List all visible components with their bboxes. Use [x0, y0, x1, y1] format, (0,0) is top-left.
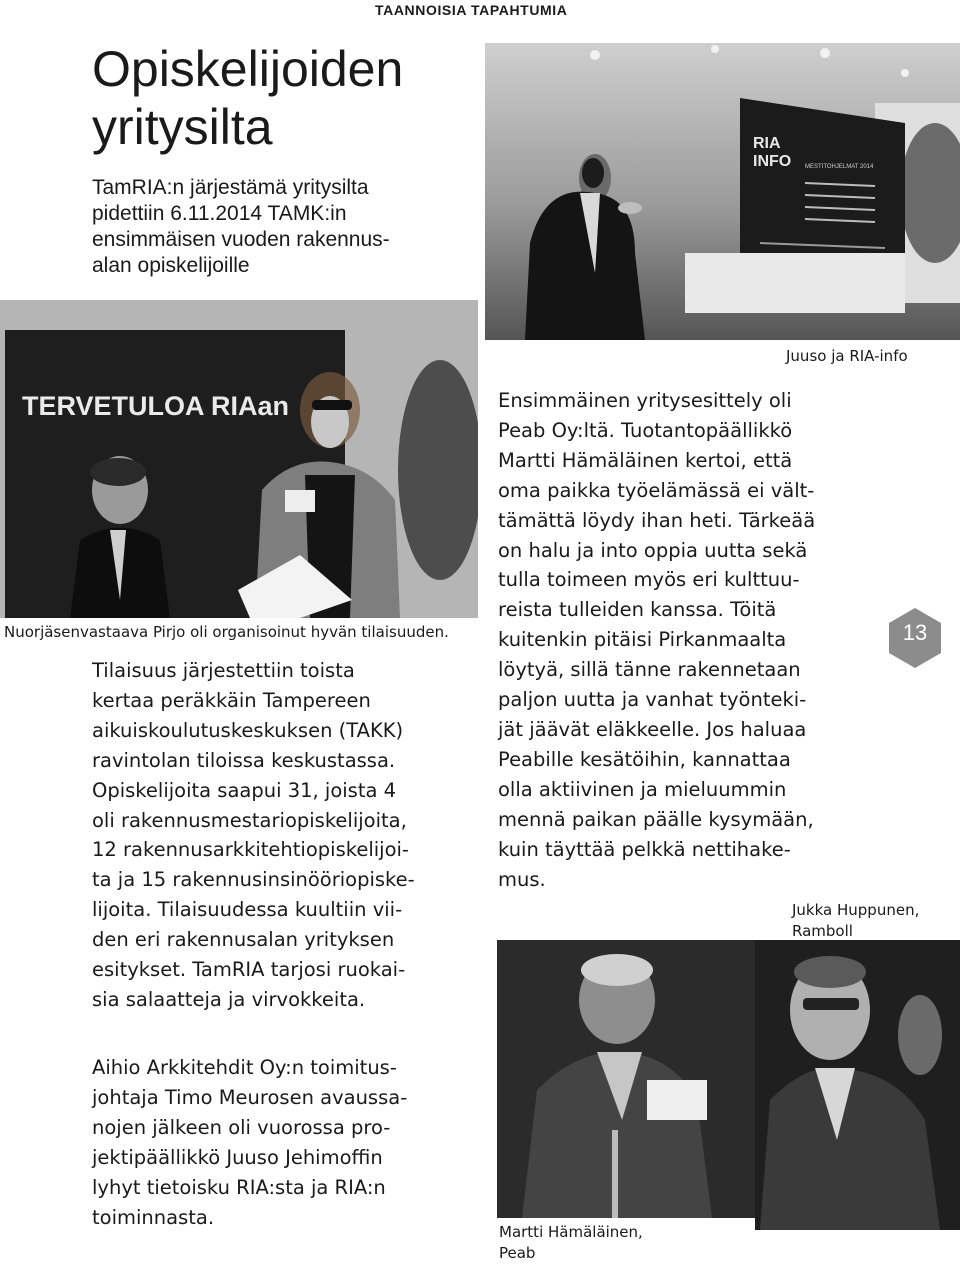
caption-line: Jukka Huppunen,	[792, 901, 920, 919]
screen-text: INFO	[753, 153, 792, 170]
caption-martti	[499, 1222, 643, 1264]
body-line: sia salaatteja ja virvokkeita.	[92, 987, 366, 1011]
body-line: den eri rakennusalan yrityksen	[92, 928, 395, 952]
lead-line: TamRIA:n järjestämä yritysilta	[92, 176, 369, 199]
body-line: jektipäällikkö Juuso Jehimoffin	[92, 1145, 383, 1169]
article-title	[92, 40, 492, 156]
body-line: tulla toimeen myös eri kulttuu-	[498, 568, 800, 592]
body-line: lyhyt tietoisku RIA:sta ja RIA:n	[92, 1175, 386, 1199]
photo-juuso-presenting	[485, 43, 960, 340]
lead-line: pidettiin 6.11.2014 TAMK:in	[92, 202, 347, 225]
photo-pirjo-illustration	[0, 300, 478, 618]
caption-line: Martti Hämäläinen,	[499, 1223, 643, 1241]
photo-pirjo	[0, 300, 478, 618]
body-line: kuin täyttää pelkkä nettihake-	[498, 837, 791, 861]
screen-text: RIA	[753, 135, 781, 152]
title-line: Opiskelijoiden	[92, 41, 404, 97]
caption-line: Ramboll	[792, 922, 853, 940]
body-line: Peab Oy:ltä. Tuotantopäällikkö	[498, 418, 793, 442]
screen-text: MESTITOHJELMAT 2014	[805, 164, 874, 170]
caption-pirjo: Nuorjäsenvastaava Pirjo oli organisoinut hyvän tilaisuuden.	[4, 623, 449, 641]
body-line: Opiskelijoita saapui 31, joista 4	[92, 778, 397, 802]
body-line: olla aktiivinen ja mieluummin	[498, 777, 787, 801]
body-line: nojen jälkeen oli vuorossa pro-	[92, 1115, 391, 1139]
body-line: tämättä löydy ihan heti. Tärkeää	[498, 508, 816, 532]
article-body-col1-paragraph2	[92, 1053, 407, 1232]
body-line: reista tulleiden kanssa. Töitä	[498, 598, 777, 622]
photo-jukka-illustration	[755, 940, 960, 1230]
page-number: 13	[902, 620, 928, 645]
body-line: oli rakennusmestariopiskelijoita,	[92, 808, 407, 832]
body-line: Aihio Arkkitehdit Oy:n toimitus-	[92, 1056, 397, 1079]
body-line: Martti Hämäläinen kertoi, että	[498, 448, 793, 472]
title-line: yritysilta	[92, 99, 273, 155]
body-line: kuitenkin pitäisi Pirkanmaalta	[498, 628, 787, 652]
photo-martti	[497, 940, 755, 1218]
body-line: mus.	[498, 867, 546, 891]
lead-line: alan opiskelijoille	[92, 254, 250, 277]
body-line: toiminnasta.	[92, 1205, 215, 1229]
body-line: esitykset. TamRIA tarjosi ruokai-	[92, 958, 406, 982]
article-body-col2	[498, 386, 815, 894]
section-label: TAANNOISIA TAPAHTUMIA	[375, 2, 568, 18]
screen-text: TERVETULOA RIAan	[22, 391, 290, 421]
body-line: kertaa peräkkäin Tampereen	[92, 688, 371, 712]
body-line: ta ja 15 rakennusinsinööriopiske-	[92, 868, 415, 892]
body-line: Peabille kesätöihin, kannattaa	[498, 747, 791, 771]
body-line: oma paikka työelämässä ei vält-	[498, 478, 815, 502]
lead-line: ensimmäisen vuoden rakennus-	[92, 228, 390, 251]
photo-juuso-illustration	[485, 43, 960, 340]
body-line: 12 rakennusarkkitehtiopiskelijoi-	[92, 838, 409, 862]
photo-martti-illustration	[497, 940, 755, 1218]
body-line: paljon uutta ja vanhat työnteki-	[498, 688, 807, 712]
article-body-col1	[92, 656, 415, 1015]
body-line: on halu ja into oppia uutta sekä	[498, 538, 808, 562]
caption-line: Peab	[499, 1244, 536, 1262]
caption-juuso: Juuso ja RIA-info	[786, 347, 908, 365]
body-line: mennä paikan päälle kysymään,	[498, 807, 814, 831]
body-line: aikuiskoulutuskeskuksen (TAKK)	[92, 718, 404, 742]
page-number-badge	[883, 606, 947, 670]
body-line: Tilaisuus järjestettiin toista	[92, 659, 355, 682]
body-line: löytyä, sillä tänne rakennetaan	[498, 658, 801, 682]
body-line: jät jäävät eläkkeelle. Jos haluaa	[498, 717, 807, 741]
caption-jukka	[792, 900, 919, 942]
article-lead	[92, 175, 452, 279]
body-line: ravintolan tiloissa keskustassa.	[92, 748, 396, 772]
body-line: johtaja Timo Meurosen avaussa-	[92, 1085, 408, 1109]
body-line: lijoita. Tilaisuudessa kuultiin vii-	[92, 898, 403, 922]
photo-jukka	[755, 940, 960, 1230]
body-line: Ensimmäinen yritysesittely oli	[498, 389, 792, 412]
